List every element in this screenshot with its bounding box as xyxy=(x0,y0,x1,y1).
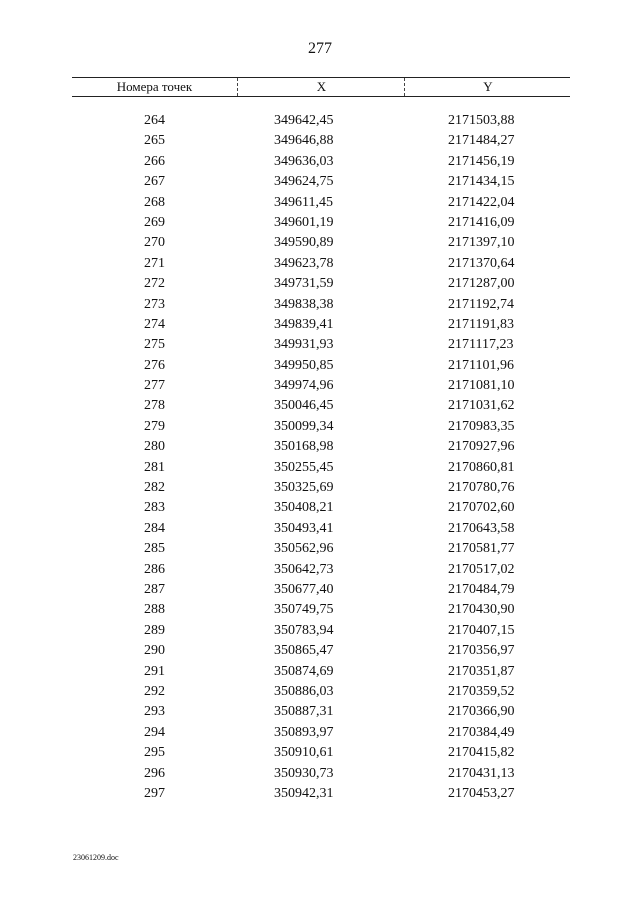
y-coordinate-cell: 2170415,82 xyxy=(448,745,515,761)
table-row xyxy=(72,743,570,763)
y-coordinate-cell: 2171031,62 xyxy=(448,398,515,414)
point-number-cell: 292 xyxy=(144,683,165,699)
table-row xyxy=(72,417,570,437)
point-number-cell: 297 xyxy=(144,785,165,801)
y-coordinate-cell: 2171191,83 xyxy=(448,316,514,332)
y-coordinate-cell: 2171117,23 xyxy=(448,337,514,353)
point-number-cell: 279 xyxy=(144,418,165,434)
x-coordinate-cell: 349636,03 xyxy=(274,153,334,169)
x-coordinate-cell: 350942,31 xyxy=(274,785,334,801)
table-row xyxy=(72,172,570,192)
x-coordinate-cell: 350910,61 xyxy=(274,745,334,761)
point-number-cell: 286 xyxy=(144,561,165,577)
y-coordinate-cell: 2170702,60 xyxy=(448,500,515,516)
y-coordinate-cell: 2170356,97 xyxy=(448,643,515,659)
x-coordinate-cell: 350099,34 xyxy=(274,418,334,434)
table-row xyxy=(72,519,570,539)
table-row xyxy=(72,621,570,641)
table-row xyxy=(72,152,570,172)
x-coordinate-cell: 350783,94 xyxy=(274,622,334,638)
point-number-cell: 267 xyxy=(144,174,165,190)
y-coordinate-cell: 2171081,10 xyxy=(448,378,515,394)
point-number-cell: 289 xyxy=(144,622,165,638)
x-coordinate-cell: 350887,31 xyxy=(274,704,334,720)
header-point-numbers: Номера точек xyxy=(116,79,193,94)
point-number-cell: 281 xyxy=(144,459,165,475)
table-row xyxy=(72,295,570,315)
header-y: Y xyxy=(404,78,571,96)
x-coordinate-cell: 350325,69 xyxy=(274,480,334,496)
table-row xyxy=(72,193,570,213)
y-coordinate-cell: 2170366,90 xyxy=(448,704,515,720)
x-coordinate-cell: 349731,59 xyxy=(274,276,334,292)
table-row xyxy=(72,254,570,274)
x-coordinate-cell: 349624,75 xyxy=(274,174,334,190)
table-row xyxy=(72,458,570,478)
table-row xyxy=(72,131,570,151)
point-number-cell: 280 xyxy=(144,439,165,455)
point-number-cell: 284 xyxy=(144,520,165,536)
table-row xyxy=(72,356,570,376)
x-coordinate-cell: 349623,78 xyxy=(274,255,334,271)
point-number-cell: 295 xyxy=(144,745,165,761)
y-coordinate-cell: 2171456,19 xyxy=(448,153,515,169)
point-number-cell: 282 xyxy=(144,480,165,496)
point-number-cell: 273 xyxy=(144,296,165,312)
y-coordinate-cell: 2171192,74 xyxy=(448,296,514,312)
table-row xyxy=(72,478,570,498)
page-number: 277 xyxy=(308,40,332,57)
table-row xyxy=(72,233,570,253)
y-coordinate-cell: 2170780,76 xyxy=(448,480,515,496)
table-row xyxy=(72,376,570,396)
y-coordinate-cell: 2171503,88 xyxy=(448,113,515,128)
point-number-cell: 285 xyxy=(144,541,165,557)
point-number-cell: 287 xyxy=(144,581,165,597)
point-number-cell: 270 xyxy=(144,235,165,251)
point-number-cell: 271 xyxy=(144,255,165,271)
x-coordinate-cell: 350893,97 xyxy=(274,724,334,740)
point-number-cell: 265 xyxy=(144,133,165,149)
y-coordinate-cell: 2170431,13 xyxy=(448,765,515,781)
table-row xyxy=(72,784,570,804)
y-coordinate-cell: 2170430,90 xyxy=(448,602,515,618)
y-coordinate-cell: 2171101,96 xyxy=(448,357,514,373)
x-coordinate-cell: 349931,93 xyxy=(274,337,334,353)
x-coordinate-cell: 350886,03 xyxy=(274,683,334,699)
x-coordinate-cell: 350865,47 xyxy=(274,643,334,659)
x-coordinate-cell: 350046,45 xyxy=(274,398,334,414)
point-number-cell: 264 xyxy=(144,113,165,128)
table-row xyxy=(72,335,570,355)
x-coordinate-cell: 349838,38 xyxy=(274,296,334,312)
x-coordinate-cell: 350874,69 xyxy=(274,663,334,679)
x-coordinate-cell: 349646,88 xyxy=(274,133,334,149)
x-coordinate-cell: 350930,73 xyxy=(274,765,334,781)
table-row xyxy=(72,274,570,294)
y-coordinate-cell: 2171397,10 xyxy=(448,235,515,251)
y-coordinate-cell: 2171370,64 xyxy=(448,255,515,271)
table-row xyxy=(72,396,570,416)
table-row xyxy=(72,764,570,784)
point-number-cell: 272 xyxy=(144,276,165,292)
point-number-cell: 283 xyxy=(144,500,165,516)
y-coordinate-cell: 2170983,35 xyxy=(448,418,515,434)
point-number-cell: 294 xyxy=(144,724,165,740)
table-row xyxy=(72,539,570,559)
y-coordinate-cell: 2170407,15 xyxy=(448,622,515,638)
y-coordinate-cell: 2170517,02 xyxy=(448,561,515,577)
table-row xyxy=(72,315,570,335)
x-coordinate-cell: 349974,96 xyxy=(274,378,334,394)
x-coordinate-cell: 350749,75 xyxy=(274,602,334,618)
y-coordinate-cell: 2170484,79 xyxy=(448,581,515,597)
point-number-cell: 290 xyxy=(144,643,165,659)
table-row xyxy=(72,702,570,722)
table-row xyxy=(72,600,570,620)
point-number-cell: 269 xyxy=(144,214,165,230)
x-coordinate-cell: 349611,45 xyxy=(274,194,333,210)
point-number-cell: 266 xyxy=(144,153,165,169)
table-row xyxy=(72,662,570,682)
x-coordinate-cell: 350255,45 xyxy=(274,459,334,475)
point-number-cell: 268 xyxy=(144,194,165,210)
point-number-cell: 293 xyxy=(144,704,165,720)
y-coordinate-cell: 2170581,77 xyxy=(448,541,515,557)
y-coordinate-cell: 2170643,58 xyxy=(448,520,515,536)
header-x: X xyxy=(237,78,405,96)
y-coordinate-cell: 2171416,09 xyxy=(448,214,515,230)
footer-filename: 23061209.doc xyxy=(73,853,119,862)
table-row xyxy=(72,498,570,518)
x-coordinate-cell: 350562,96 xyxy=(274,541,334,557)
x-coordinate-cell: 350642,73 xyxy=(274,561,334,577)
x-coordinate-cell: 349950,85 xyxy=(274,357,334,373)
x-coordinate-cell: 349839,41 xyxy=(274,316,334,332)
point-number-cell: 274 xyxy=(144,316,165,332)
x-coordinate-cell: 350677,40 xyxy=(274,581,334,597)
point-number-cell: 291 xyxy=(144,663,165,679)
y-coordinate-cell: 2170453,27 xyxy=(448,785,515,801)
table-row xyxy=(72,213,570,233)
x-coordinate-cell: 350493,41 xyxy=(274,520,334,536)
table-row xyxy=(72,723,570,743)
table-row xyxy=(72,682,570,702)
table-row xyxy=(72,437,570,457)
point-number-cell: 296 xyxy=(144,765,165,781)
y-coordinate-cell: 2171484,27 xyxy=(448,133,515,149)
point-number-cell: 276 xyxy=(144,357,165,373)
y-coordinate-cell: 2171422,04 xyxy=(448,194,515,210)
x-coordinate-cell: 349642,45 xyxy=(274,113,334,128)
y-coordinate-cell: 2171434,15 xyxy=(448,174,515,190)
point-number-cell: 278 xyxy=(144,398,165,414)
x-coordinate-cell: 350408,21 xyxy=(274,500,334,516)
y-coordinate-cell: 2170860,81 xyxy=(448,459,515,475)
point-number-cell: 288 xyxy=(144,602,165,618)
y-coordinate-cell: 2170927,96 xyxy=(448,439,515,455)
y-coordinate-cell: 2170351,87 xyxy=(448,663,515,679)
table-row xyxy=(72,580,570,600)
y-coordinate-cell: 2170359,52 xyxy=(448,683,515,699)
table-header xyxy=(72,77,570,97)
x-coordinate-cell: 349590,89 xyxy=(274,235,334,251)
table-row xyxy=(72,111,570,131)
point-number-cell: 277 xyxy=(144,378,165,394)
y-coordinate-cell: 2171287,00 xyxy=(448,276,515,292)
point-number-cell: 275 xyxy=(144,337,165,353)
table-row xyxy=(72,560,570,580)
table-row xyxy=(72,641,570,661)
x-coordinate-cell: 349601,19 xyxy=(274,214,334,230)
coordinates-table-body xyxy=(72,111,570,804)
x-coordinate-cell: 350168,98 xyxy=(274,439,334,455)
y-coordinate-cell: 2170384,49 xyxy=(448,724,515,740)
